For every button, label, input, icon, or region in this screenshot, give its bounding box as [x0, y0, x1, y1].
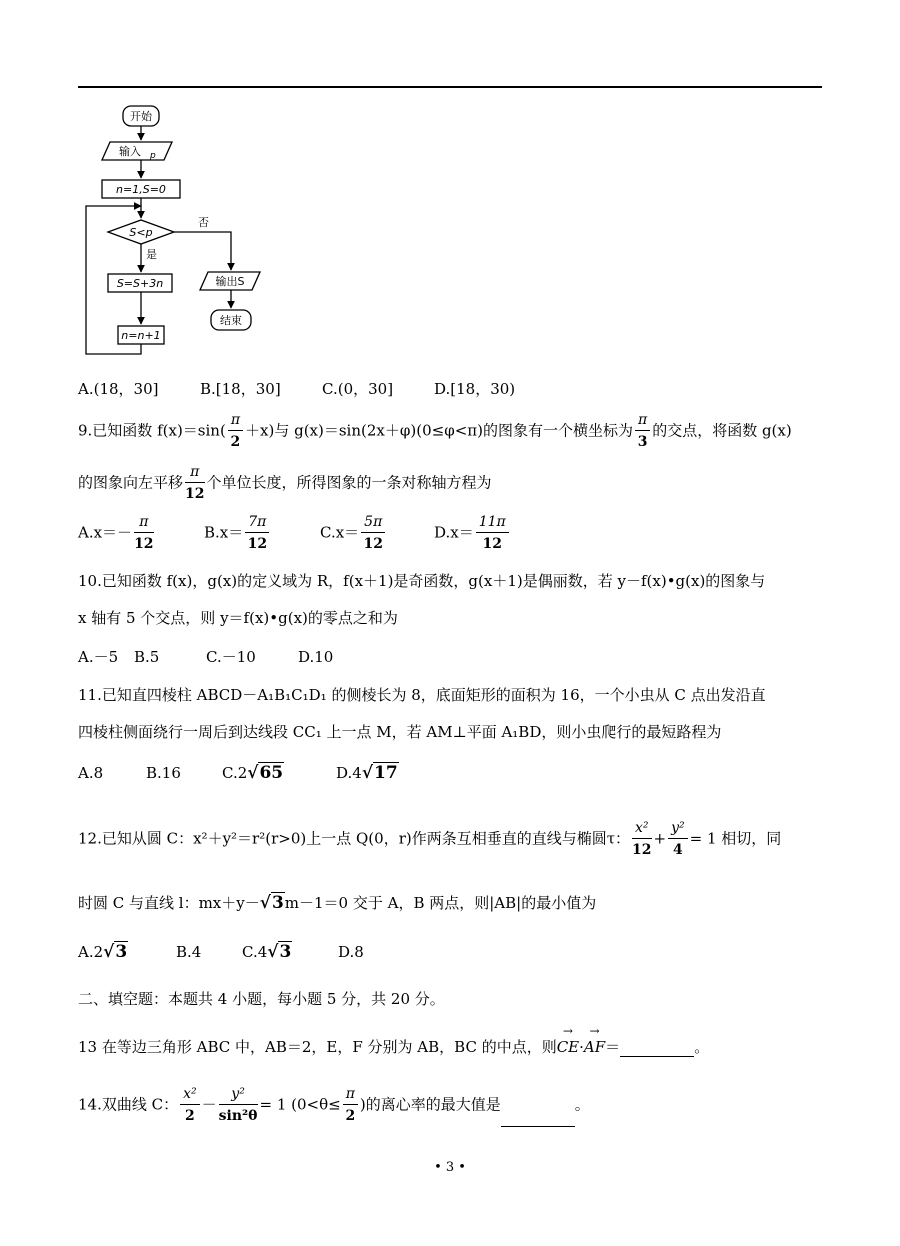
- q9-option-b: B.x＝ $\frac{7\pi}{12}$: [204, 512, 320, 555]
- flowchart-start-label: 开始: [130, 110, 152, 123]
- flowchart-input-label: 输入: [119, 145, 141, 158]
- q8-option-c: C.(0，30]: [322, 380, 394, 398]
- q14-line: [78, 1084, 590, 1127]
- q12-option-d: D.8: [338, 943, 364, 961]
- q14-frac-y2-sin2: $\frac{\text{y²}}{\text{sin²θ}}$: [218, 1086, 258, 1124]
- section-2-heading: 二、填空题：本题共 4 小题，每小题 5 分，共 20 分。: [78, 990, 445, 1008]
- q13-line: [78, 1036, 709, 1057]
- q10-option-d: D.10: [298, 648, 334, 666]
- q9-option-d: D.x＝ $\frac{11\pi}{12}$: [434, 512, 511, 555]
- q14-period: 。: [574, 1095, 590, 1114]
- flowchart-yes-label: 是: [146, 248, 157, 261]
- q11-options: [78, 763, 399, 783]
- q10-option-a: A.－5: [78, 648, 119, 666]
- q12-text-4: m－1＝0 交于 A，B 两点，则|AB|的最小值为: [284, 894, 597, 912]
- header-rule: [78, 86, 822, 88]
- q13-answer-blank[interactable]: [620, 1040, 694, 1057]
- flowchart-condition-label: S<p: [129, 226, 153, 239]
- q11-option-c: C.2√65: [222, 763, 284, 783]
- q12-option-a: A.2√3: [78, 942, 128, 962]
- flowchart-end-label: 结束: [220, 314, 242, 327]
- q14-text-3: )的离心率的最大值是: [359, 1095, 501, 1114]
- q13-equals: ＝: [605, 1038, 621, 1056]
- q12-text-2: = 1 相切，同: [689, 829, 782, 848]
- q10-line2: x 轴有 5 个交点，则 y＝f(x)•g(x)的零点之和为: [78, 609, 398, 627]
- q12-frac-x2-12: $\frac{\text{x²}}{12}$: [632, 820, 652, 858]
- q9-option-c: C.x＝ $\frac{5\pi}{12}$: [320, 512, 434, 555]
- flowchart-no-label: 否: [198, 216, 209, 229]
- q14-minus: －: [201, 1095, 217, 1114]
- q9-text-2: ＋x)与 g(x)＝sin(2x＋φ)(0≤φ<π)的图象有一个横坐标为: [245, 421, 633, 440]
- q10-line1: 10.已知函数 f(x)，g(x)的定义域为 R，f(x＋1)是奇函数，g(x＋1)是偶丽数，若 y－f(x)•g(x)的图象与: [78, 572, 766, 590]
- q10-option-c: C.－10: [206, 648, 256, 666]
- q12-text-1: 12.已知从圆 C：x²＋y²＝r²(r>0)上一点 Q(0，r)作两条互相垂直的直线与椭圆τ：: [78, 829, 631, 848]
- q12-text-3: 时圆 C 与直线 l：mx＋y－: [78, 894, 260, 912]
- q9-frac-pi-3: $\frac{\pi}{3}$: [635, 410, 650, 453]
- q12-line2: [78, 892, 596, 913]
- q9-line1: [78, 410, 792, 453]
- q12-line1: [78, 818, 781, 861]
- q13-dot: ·: [579, 1038, 584, 1056]
- q9-frac-pi-2: $\frac{\pi}{2}$: [228, 410, 243, 453]
- q13-text: 13 在等边三角形 ABC 中，AB＝2，E，F 分别为 AB，BC 的中点，则: [78, 1038, 557, 1056]
- q8-options: [78, 378, 515, 399]
- q9-frac-pi-12: $\frac{\pi}{12}$: [185, 464, 205, 502]
- q14-text-1: 14.双曲线 C：: [78, 1095, 179, 1114]
- q9-options: [78, 512, 511, 555]
- q11-option-b: B.16: [146, 764, 181, 782]
- q13-vector-ce: → CE: [557, 1038, 579, 1056]
- q9-text-4: 的图象向左平移: [78, 473, 184, 492]
- q9-option-a: A.x＝－ $\frac{\pi}{12}$: [78, 514, 154, 552]
- q9-text-3: 的交点，将函数 g(x): [652, 421, 792, 440]
- q13-vector-af: → AF: [584, 1038, 605, 1056]
- q9-text-5: 个单位长度，所得图象的一条对称轴方程为: [206, 473, 492, 492]
- q10-options: [78, 646, 333, 667]
- flowchart-increment-label: n=n+1: [121, 329, 161, 342]
- flowchart: [80, 98, 280, 360]
- q9-line2: [78, 462, 492, 505]
- q12-options: [78, 942, 364, 962]
- q11-line1: 11.已知直四棱柱 ABCD－A₁B₁C₁D₁ 的侧棱长为 8，底面矩形的面积为 16，一个小虫从 C 点出发沿直: [78, 686, 766, 704]
- q13-period: 。: [694, 1038, 710, 1056]
- q12-sqrt3: √3: [259, 893, 284, 913]
- q8-option-d: D.[18，30): [434, 380, 516, 398]
- flowchart-init-label: n=1,S=0: [116, 183, 166, 196]
- q14-answer-blank[interactable]: [501, 1110, 575, 1127]
- q9-text-1: 9.已知函数 f(x)＝sin(: [78, 421, 226, 440]
- q14-frac-x2-2: $\frac{\text{x²}}{2}$: [180, 1084, 200, 1127]
- page-number: • 3 •: [434, 1160, 466, 1175]
- q12-option-c: C.4√3: [242, 942, 292, 962]
- q14-text-2: = 1 (0<θ≤: [259, 1095, 341, 1114]
- flowchart-output-label: 输出S: [215, 275, 245, 288]
- q8-option-b: B.[18，30]: [200, 380, 281, 398]
- q8-option-a: A.(18，30]: [78, 380, 159, 398]
- flowchart-update-label: S=S+3n: [116, 277, 164, 290]
- q11-option-d: D.4√17: [336, 763, 398, 783]
- q12-plus: +: [653, 829, 667, 848]
- q11-option-a: A.8: [78, 764, 104, 782]
- flowchart-input-var: p: [150, 151, 156, 161]
- q12-option-b: B.4: [176, 943, 202, 961]
- q10-option-b: B.5: [134, 648, 160, 666]
- q12-frac-y2-4: $\frac{\text{y²}}{4}$: [668, 818, 688, 861]
- q11-line2: 四棱柱侧面绕行一周后到达线段 CC₁ 上一点 M，若 AM⊥平面 A₁BD，则小虫爬行的最短路程为: [78, 723, 722, 741]
- q14-frac-pi-2: $\frac{\pi}{2}$: [343, 1084, 358, 1127]
